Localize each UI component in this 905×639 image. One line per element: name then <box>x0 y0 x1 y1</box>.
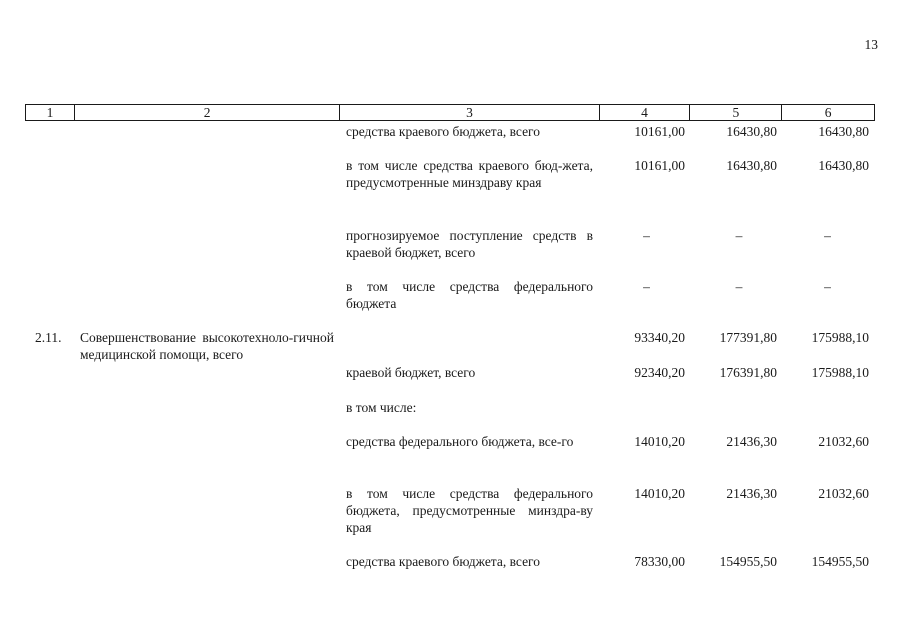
row-value-col4: 14010,20 <box>634 434 685 449</box>
row-value-col4: 78330,00 <box>634 554 685 569</box>
row-value-col6: – <box>824 228 831 243</box>
item-title: Совершенствование высокотехноло-гичной медицинской помощи, всего <box>80 330 334 362</box>
row-value-col6: 16430,80 <box>818 158 869 173</box>
header-col-3: 3 <box>340 105 599 120</box>
row-value-col4: – <box>643 228 650 243</box>
row-description: средства краевого бюджета, всего <box>346 554 541 569</box>
row-value-col6: 16430,80 <box>818 124 869 139</box>
row-description: в том числе средства краевого бюд-жета, предусмотренные минздраву края <box>346 158 593 190</box>
row-value-col5: 21436,30 <box>726 434 777 449</box>
page-number: 13 <box>864 37 878 52</box>
header-col-2: 2 <box>75 105 340 120</box>
row-description: средства краевого бюджета, всего <box>346 124 541 139</box>
row-value-col5: 16430,80 <box>726 124 777 139</box>
row-value-col4: 93340,20 <box>634 330 685 345</box>
row-description: в том числе средства федерального бюджета, предусмотренные минздра-ву края <box>346 486 593 535</box>
table-header-row <box>25 104 875 121</box>
row-value-col4: 10161,00 <box>634 158 685 173</box>
row-description: прогнозируемое поступление средств в краевой бюджет, всего <box>346 228 593 260</box>
row-description: в том числе: <box>346 400 417 415</box>
row-value-col6: 21032,60 <box>818 434 869 449</box>
row-value-col5: 16430,80 <box>726 158 777 173</box>
item-code: 2.11. <box>35 330 62 345</box>
header-col-5: 5 <box>690 105 782 120</box>
row-value-col6: – <box>824 279 831 294</box>
row-value-col5: 176391,80 <box>719 365 777 380</box>
row-value-col4: 10161,00 <box>634 124 685 139</box>
row-value-col4: – <box>643 279 650 294</box>
row-value-col4: 92340,20 <box>634 365 685 380</box>
row-value-col6: 175988,10 <box>811 330 869 345</box>
row-value-col5: 154955,50 <box>719 554 777 569</box>
header-col-1: 1 <box>26 105 75 120</box>
header-col-6: 6 <box>824 105 832 120</box>
row-value-col6: 21032,60 <box>818 486 869 501</box>
row-value-col6: 175988,10 <box>811 365 869 380</box>
row-value-col5: – <box>735 228 743 243</box>
row-description: средства федерального бюджета, все-го <box>346 434 574 449</box>
row-value-col5: 177391,80 <box>719 330 777 345</box>
row-description: краевой бюджет, всего <box>346 365 476 380</box>
row-value-col4: 14010,20 <box>634 486 685 501</box>
header-col-4: 4 <box>600 105 691 120</box>
row-value-col5: 21436,30 <box>726 486 777 501</box>
row-description: в том числе средства федерального бюджета <box>346 279 593 311</box>
row-value-col5: – <box>735 279 743 294</box>
row-value-col6: 154955,50 <box>811 554 869 569</box>
